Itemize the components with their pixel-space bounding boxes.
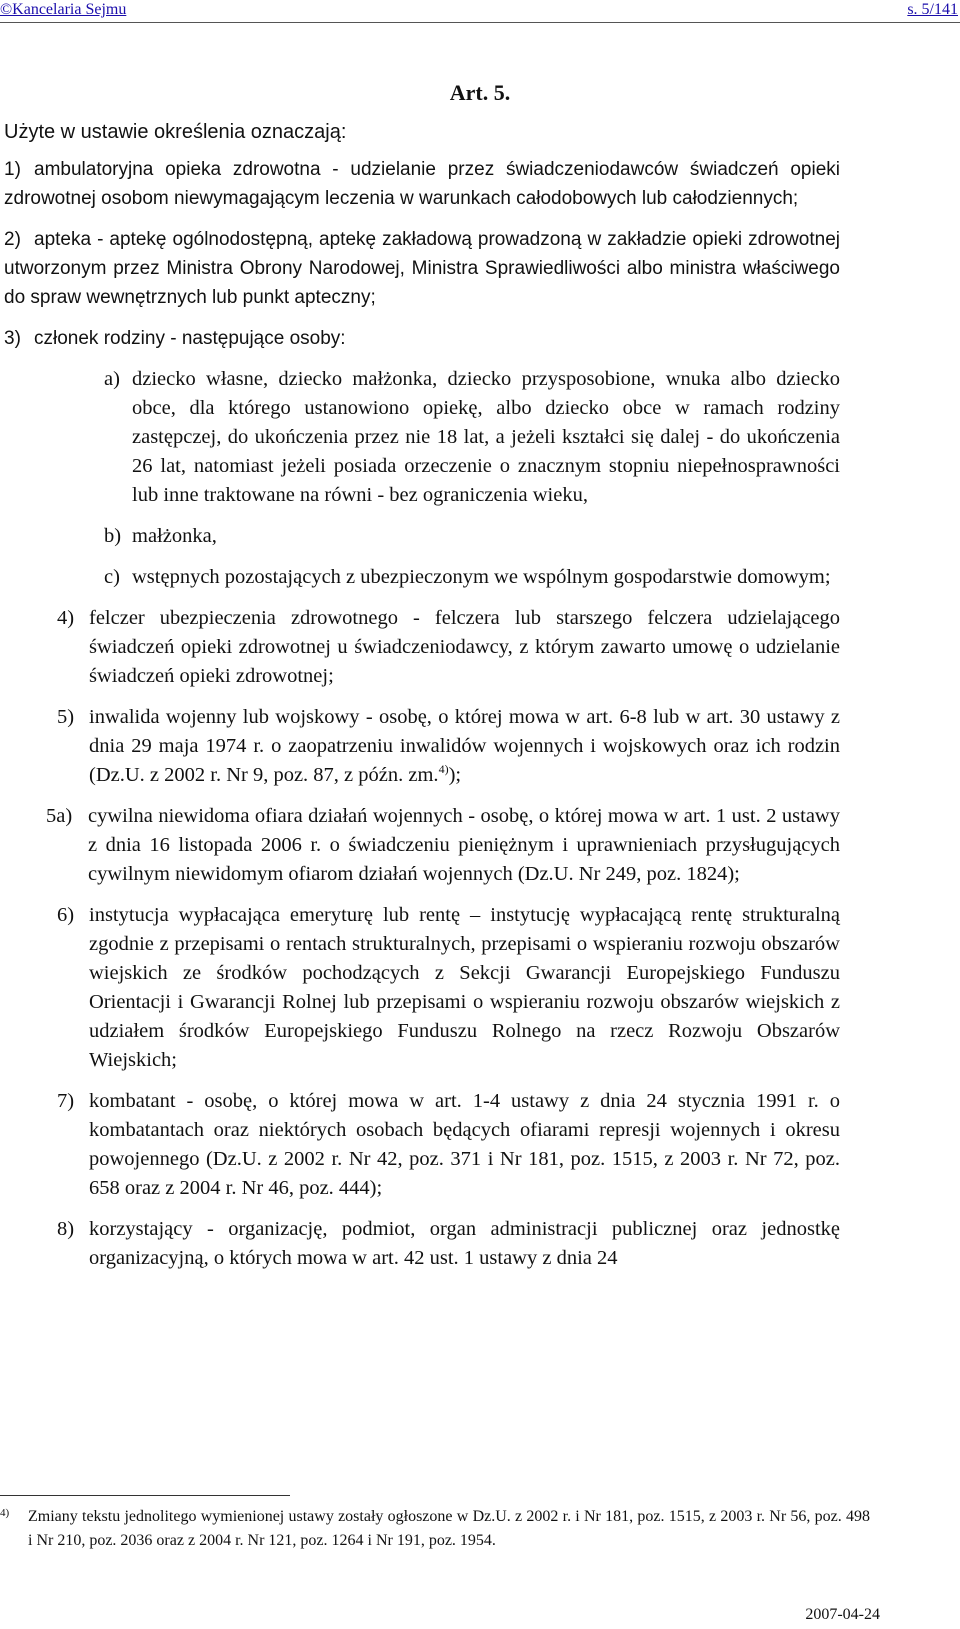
list-item — [46, 802, 840, 889]
footnote-divider — [0, 1495, 290, 1496]
item-text: wstępnych pozostających z ubezpieczonym we wspólnym gospodarstwie domowym; — [132, 566, 831, 588]
footnote — [0, 1505, 870, 1553]
list-item — [57, 1087, 840, 1203]
list-item — [104, 365, 840, 510]
item-label: 1) — [4, 159, 21, 180]
list-item — [4, 155, 840, 213]
item-label: 3) — [4, 328, 21, 349]
item-text: inwalida wojenny lub wojskowy - osobę, o której mowa w art. 6-8 lub w art. 30 ustawy z dnia 29 maja 1974 r. o zaopatrzeniu inwalidów wojennych i wojskowych oraz ich rodzin (Dz.U. z 2002 r. Nr 9, poz. 87, z późn. zm. — [89, 706, 840, 786]
item-text-tail: ); — [448, 764, 462, 786]
list-item — [104, 522, 840, 551]
item-text: ambulatoryjna opieka zdrowotna - udzielanie przez świadczeniodawców świadczeń opieki zdrowotnej osobom niewymagającym leczenia w warunkach całodobowych lub całodziennych; — [4, 159, 840, 209]
definitions-list — [0, 155, 960, 1285]
document-date: 2007-04-24 — [805, 1606, 880, 1623]
list-item — [57, 901, 840, 1075]
item-label: 5) — [57, 706, 75, 728]
item-text: kombatant - osobę, o której mowa w art. 1-4 ustawy z dnia 24 stycznia 1991 r. o kombatantach oraz niektórych osobach będących ofiarami represji wojennych i okresu powojennego (Dz.U. z 2002 r. Nr 42, poz. 371 i Nr 181, poz. 1515, z 2003 r. Nr 72, poz. 658 oraz z 2004 r. Nr 46, poz. 444); — [89, 1090, 840, 1199]
article-intro: Użyte w ustawie określenia oznaczają: — [4, 121, 347, 143]
item-text: instytucja wypłacająca emeryturę lub rentę – instytucję wypłacającą rentę strukturalną zgodnie z przepisami o rentach strukturalnych, przepisami o wspieraniu rozwoju obszarów wiejskich ze środków pochodzących z Sekcji Gwarancji Europejskiego Funduszu Orientacji i Gwarancji Rolnej lub przepisami o wspieraniu rozwoju obszarów wiejskich z udziałem środków Europejskiego Funduszu Rolnego na rzecz Rozwoju Obszarów Wiejskich; — [89, 904, 840, 1071]
item-label: b) — [104, 525, 122, 547]
item-text: felczer ubezpieczenia zdrowotnego - felczera lub starszego felczera udzielającego świadczeń opieki zdrowotnej u świadczeniodawcy, z którym zawarto umowę o udzielanie świadczeń opieki zdrowotnej; — [89, 607, 840, 687]
list-item — [4, 324, 840, 353]
item-label: c) — [104, 566, 120, 588]
item-label: 2) — [4, 229, 21, 250]
item-text: korzystający - organizację, podmiot, organ administracji publicznej oraz jednostkę organizacyjną, o których mowa w art. 42 ust. 1 ustawy z dnia 24 — [89, 1218, 840, 1269]
item-label: 5a) — [46, 805, 73, 827]
list-item — [57, 604, 840, 691]
item-label: 4) — [57, 607, 75, 629]
item-text: apteka - aptekę ogólnodostępną, aptekę zakładową prowadzoną w zakładzie opieki zdrowotnej utworzonym przez Ministra Obrony Narodowej, Ministra Sprawiedliwości albo ministra właściwego do spraw wewnętrznych lub punkt apteczny; — [4, 229, 840, 308]
item-text: małżonka, — [132, 525, 217, 547]
list-item — [57, 703, 840, 790]
list-item — [104, 563, 840, 592]
article-title: Art. 5. — [449, 80, 511, 105]
footnote-mark: 4) — [0, 1507, 10, 1519]
item-text: członek rodziny - następujące osoby: — [34, 328, 346, 349]
footnote-ref[interactable]: 4) — [438, 762, 449, 777]
header-copyright-link[interactable]: ©Kancelaria Sejmu — [0, 1, 127, 18]
item-text: dziecko własne, dziecko małżonka, dziecko przysposobione, wnuka albo dziecko obce, dla którego ustanowiono opiekę, albo dziecko obce w ramach rodziny zastępczej, do ukończenia przez nie 18 lat, a jeżeli kształci się dalej - do ukończenia 26 lat, natomiast jeżeli posiada orzeczenie o znacznym stopniu niepełnosprawności lub inne traktowane na równi - bez ograniczenia wieku, — [132, 368, 840, 506]
header-page-link[interactable]: s. 5/141 — [907, 1, 958, 18]
list-item — [57, 1215, 840, 1273]
item-label: 7) — [57, 1090, 75, 1112]
item-label: 8) — [57, 1218, 75, 1240]
item-label: a) — [104, 368, 120, 390]
header-divider — [0, 22, 960, 23]
footnote-text: Zmiany tekstu jednolitego wymienionej ustawy zostały ogłoszone w Dz.U. z 2002 r. i Nr 181, poz. 1515, z 2003 r. Nr 56, poz. 498 i Nr 210, poz. 2036 oraz z 2004 r. Nr 121, poz. 1264 i Nr 191, poz. 1954. — [28, 1508, 870, 1549]
list-item — [4, 225, 840, 312]
item-label: 6) — [57, 904, 75, 926]
item-text: cywilna niewidoma ofiara działań wojennych - osobę, o której mowa w art. 1 ust. 2 ustawy z dnia 16 listopada 2006 r. o świadczeniu pieniężnym i uprawnieniach przysługujących cywilnym niewidomym ofiarom działań wojennych (Dz.U. Nr 249, poz. 1824); — [88, 805, 840, 885]
